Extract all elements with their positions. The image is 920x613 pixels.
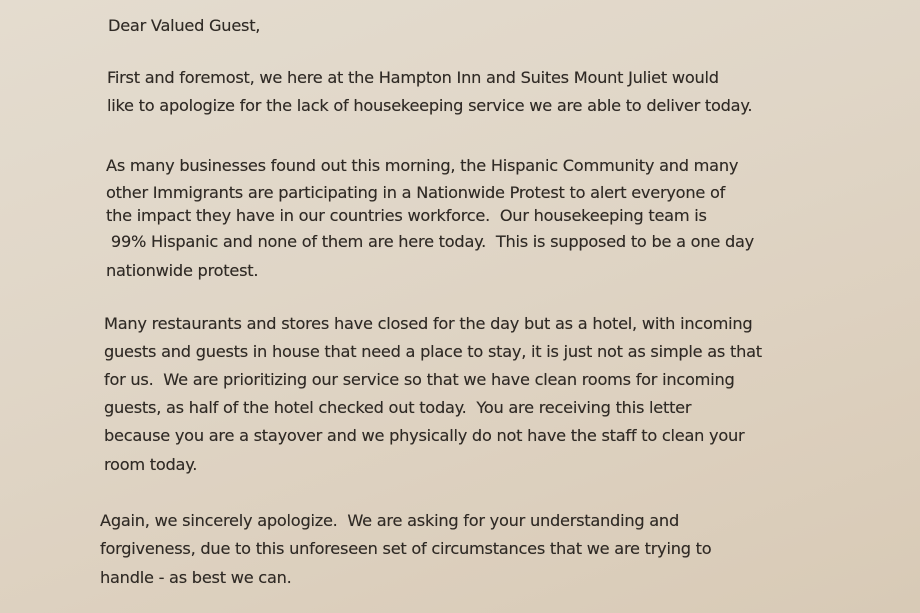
paragraph-line: for us. We are prioritizing our service so that we have clean rooms for incoming xyxy=(104,370,735,389)
paragraph-line: handle - as best we can. xyxy=(100,568,292,587)
paragraph-line: forgiveness, due to this unforeseen set of circumstances that we are trying to xyxy=(100,539,712,558)
paragraph-line: Many restaurants and stores have closed for the day but as a hotel, with incoming xyxy=(104,314,753,333)
paragraph-line: 99% Hispanic and none of them are here today. This is supposed to be a one day xyxy=(106,232,754,251)
paragraph-line: room today. xyxy=(104,455,198,474)
paragraph-line: nationwide protest. xyxy=(106,261,259,280)
paragraph-line: like to apologize for the lack of housekeeping service we are able to deliver today. xyxy=(107,96,753,115)
paragraph-line: the impact they have in our countries workforce. Our housekeeping team is xyxy=(106,206,707,225)
paragraph-line: Again, we sincerely apologize. We are asking for your understanding and xyxy=(100,511,679,530)
paragraph-line: guests and guests in house that need a place to stay, it is just not as simple as that xyxy=(104,342,762,361)
paragraph-line: As many businesses found out this morning, the Hispanic Community and many xyxy=(106,156,739,175)
paragraph-line: other Immigrants are participating in a Nationwide Protest to alert everyone of xyxy=(106,183,726,202)
paragraph-line: guests, as half of the hotel checked out today. You are receiving this letter xyxy=(104,398,692,417)
salutation: Dear Valued Guest, xyxy=(108,16,261,35)
paragraph-line: because you are a stayover and we physically do not have the staff to clean your xyxy=(104,426,745,445)
paragraph-line: First and foremost, we here at the Hampton Inn and Suites Mount Juliet would xyxy=(107,68,719,87)
